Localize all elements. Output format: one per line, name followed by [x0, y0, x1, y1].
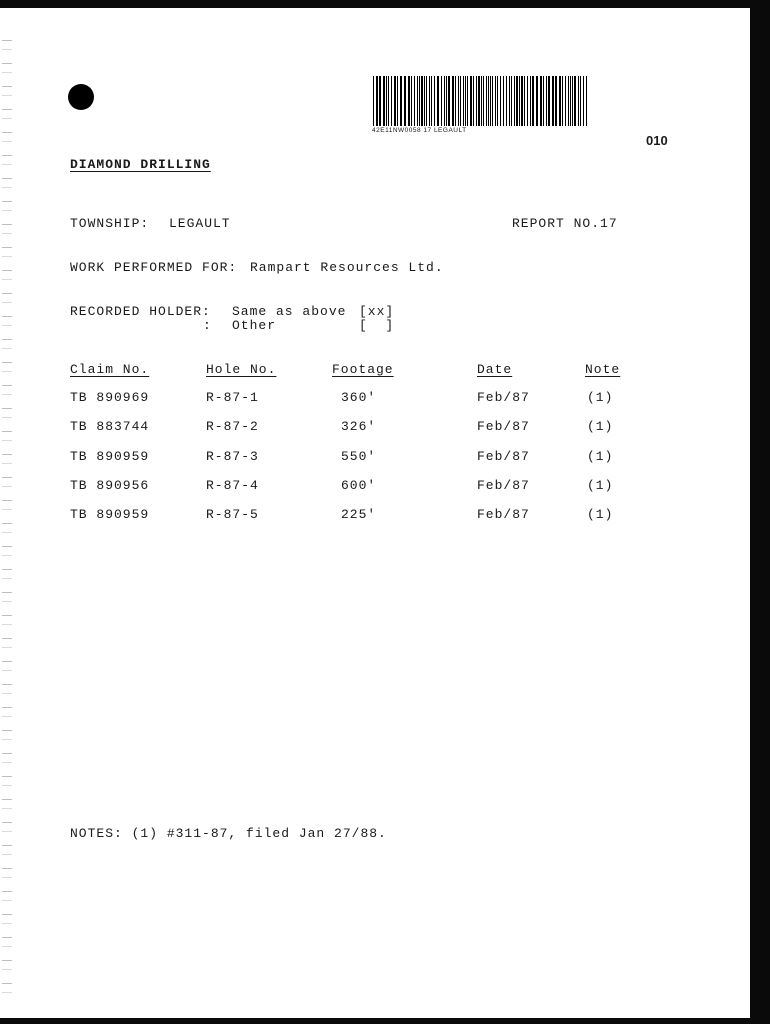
recorded-holder-checkbox-other: [ ]	[359, 318, 395, 333]
header-note: Note	[585, 362, 621, 377]
barcode-bars	[372, 76, 590, 126]
row-4-claim-no: TB 890956	[70, 478, 150, 493]
header-claim-no: Claim No.	[70, 362, 150, 377]
barcode-bar	[465, 76, 466, 126]
row-1-date: Feb/87	[477, 390, 530, 405]
barcode-bar	[516, 76, 518, 126]
barcode-bar	[417, 76, 418, 126]
barcode-bar	[543, 76, 544, 126]
barcode-bar	[386, 76, 387, 126]
barcode-bar	[426, 76, 427, 126]
barcode-bar	[397, 76, 398, 126]
barcode-bar	[458, 76, 459, 126]
barcode-bar	[521, 76, 523, 126]
barcode-bar	[388, 76, 389, 126]
row-1-hole-no: R-87-1	[206, 390, 259, 405]
barcode-bar	[578, 76, 579, 126]
barcode-bar	[574, 76, 576, 126]
barcode-bar	[540, 76, 542, 126]
barcode-bar	[463, 76, 464, 126]
barcode-bar	[568, 76, 569, 126]
row-2-hole-no: R-87-2	[206, 419, 259, 434]
barcode-bar	[441, 76, 442, 126]
barcode-bar	[514, 76, 515, 126]
barcode-bar	[524, 76, 525, 126]
row-5-note: (1)	[587, 507, 614, 522]
barcode-bar	[511, 76, 512, 126]
barcode-bar	[548, 76, 550, 126]
barcode-bar	[546, 76, 547, 126]
barcode-bar	[470, 76, 472, 126]
row-2-date: Feb/87	[477, 419, 530, 434]
barcode-bar	[509, 76, 510, 126]
barcode-bar	[376, 76, 378, 126]
barcode-bar	[527, 76, 528, 126]
page-code: 010	[646, 133, 668, 148]
barcode-bar	[495, 76, 496, 126]
row-4-footage: 600'	[341, 478, 377, 493]
barcode-bar	[536, 76, 538, 126]
header-hole-no: Hole No.	[206, 362, 277, 377]
barcode-bar	[444, 76, 445, 126]
barcode-bar	[391, 76, 392, 126]
barcode-bar	[379, 76, 381, 126]
barcode-bar	[481, 76, 482, 126]
row-5-date: Feb/87	[477, 507, 530, 522]
barcode-bar	[424, 76, 425, 126]
barcode-bar	[488, 76, 489, 126]
row-2-note: (1)	[587, 419, 614, 434]
barcode-bar	[562, 76, 563, 126]
barcode-bar	[519, 76, 520, 126]
recorded-holder-colon: :	[203, 318, 212, 333]
barcode-bar	[486, 76, 487, 126]
barcode-bar	[478, 76, 480, 126]
row-3-note: (1)	[587, 449, 614, 464]
recorded-holder-checkbox-same: [xx]	[359, 304, 395, 319]
header-footage: Footage	[332, 362, 394, 377]
township-value: LEGAULT	[169, 216, 231, 231]
barcode-bar	[460, 76, 461, 126]
report-number: REPORT NO.17	[512, 216, 618, 231]
barcode-bar	[421, 76, 423, 126]
barcode-bar	[408, 76, 410, 126]
row-4-date: Feb/87	[477, 478, 530, 493]
barcode-bar	[414, 76, 415, 126]
scan-border-top	[0, 0, 770, 8]
row-1-footage: 360'	[341, 390, 377, 405]
recorded-holder-option-same: Same as above	[232, 304, 347, 319]
row-2-footage: 326'	[341, 419, 377, 434]
barcode-bar	[429, 76, 430, 126]
row-5-hole-no: R-87-5	[206, 507, 259, 522]
barcode-bar	[503, 76, 504, 126]
row-1-claim-no: TB 890969	[70, 390, 150, 405]
row-3-claim-no: TB 890959	[70, 449, 150, 464]
barcode-bar	[431, 76, 432, 126]
row-5-footage: 225'	[341, 507, 377, 522]
barcode-bar	[394, 76, 396, 126]
row-4-note: (1)	[587, 478, 614, 493]
barcode-bar	[437, 76, 439, 126]
scan-border-right	[750, 0, 770, 1024]
row-4-hole-no: R-87-4	[206, 478, 259, 493]
row-3-hole-no: R-87-3	[206, 449, 259, 464]
work-performed-value: Rampart Resources Ltd.	[250, 260, 444, 275]
barcode-bar	[586, 76, 587, 126]
punch-hole	[68, 84, 94, 110]
barcode-bar	[565, 76, 566, 126]
barcode-bar	[532, 76, 534, 126]
barcode-bar	[383, 76, 385, 126]
scan-edge-noise	[2, 40, 12, 1000]
township-label: TOWNSHIP:	[70, 216, 150, 231]
barcode-bar	[404, 76, 406, 126]
row-2-claim-no: TB 883744	[70, 419, 150, 434]
barcode	[372, 76, 594, 134]
barcode-bar	[473, 76, 474, 126]
barcode-bar	[419, 76, 420, 126]
barcode-bar	[490, 76, 491, 126]
row-5-claim-no: TB 890959	[70, 507, 150, 522]
barcode-bar	[452, 76, 454, 126]
barcode-bar	[373, 76, 374, 126]
work-performed-label: WORK PERFORMED FOR:	[70, 260, 238, 275]
barcode-bar	[500, 76, 501, 126]
barcode-bar	[455, 76, 456, 126]
row-3-footage: 550'	[341, 449, 377, 464]
scan-border-bottom	[0, 1018, 770, 1024]
barcode-bar	[559, 76, 561, 126]
barcode-bar	[552, 76, 554, 126]
barcode-bar	[467, 76, 468, 126]
barcode-bar	[434, 76, 435, 126]
recorded-holder-option-other: Other	[232, 318, 277, 333]
recorded-holder-label: RECORDED HOLDER:	[70, 304, 211, 319]
barcode-bar	[400, 76, 402, 126]
barcode-bar	[506, 76, 507, 126]
barcode-bar	[476, 76, 477, 126]
barcode-bar	[411, 76, 412, 126]
notes: NOTES: (1) #311-87, filed Jan 27/88.	[70, 826, 387, 841]
barcode-caption: 42E11NW0058 17 LEGAULT	[372, 127, 467, 134]
barcode-bar	[530, 76, 531, 126]
barcode-bar	[492, 76, 493, 126]
row-3-date: Feb/87	[477, 449, 530, 464]
barcode-bar	[448, 76, 450, 126]
barcode-bar	[446, 76, 447, 126]
row-1-note: (1)	[587, 390, 614, 405]
barcode-bar	[583, 76, 584, 126]
header-date: Date	[477, 362, 513, 377]
barcode-bar	[572, 76, 573, 126]
barcode-bar	[483, 76, 484, 126]
barcode-bar	[555, 76, 557, 126]
document-title: DIAMOND DRILLING	[70, 157, 211, 172]
barcode-bar	[570, 76, 571, 126]
barcode-bar	[580, 76, 581, 126]
barcode-bar	[497, 76, 498, 126]
